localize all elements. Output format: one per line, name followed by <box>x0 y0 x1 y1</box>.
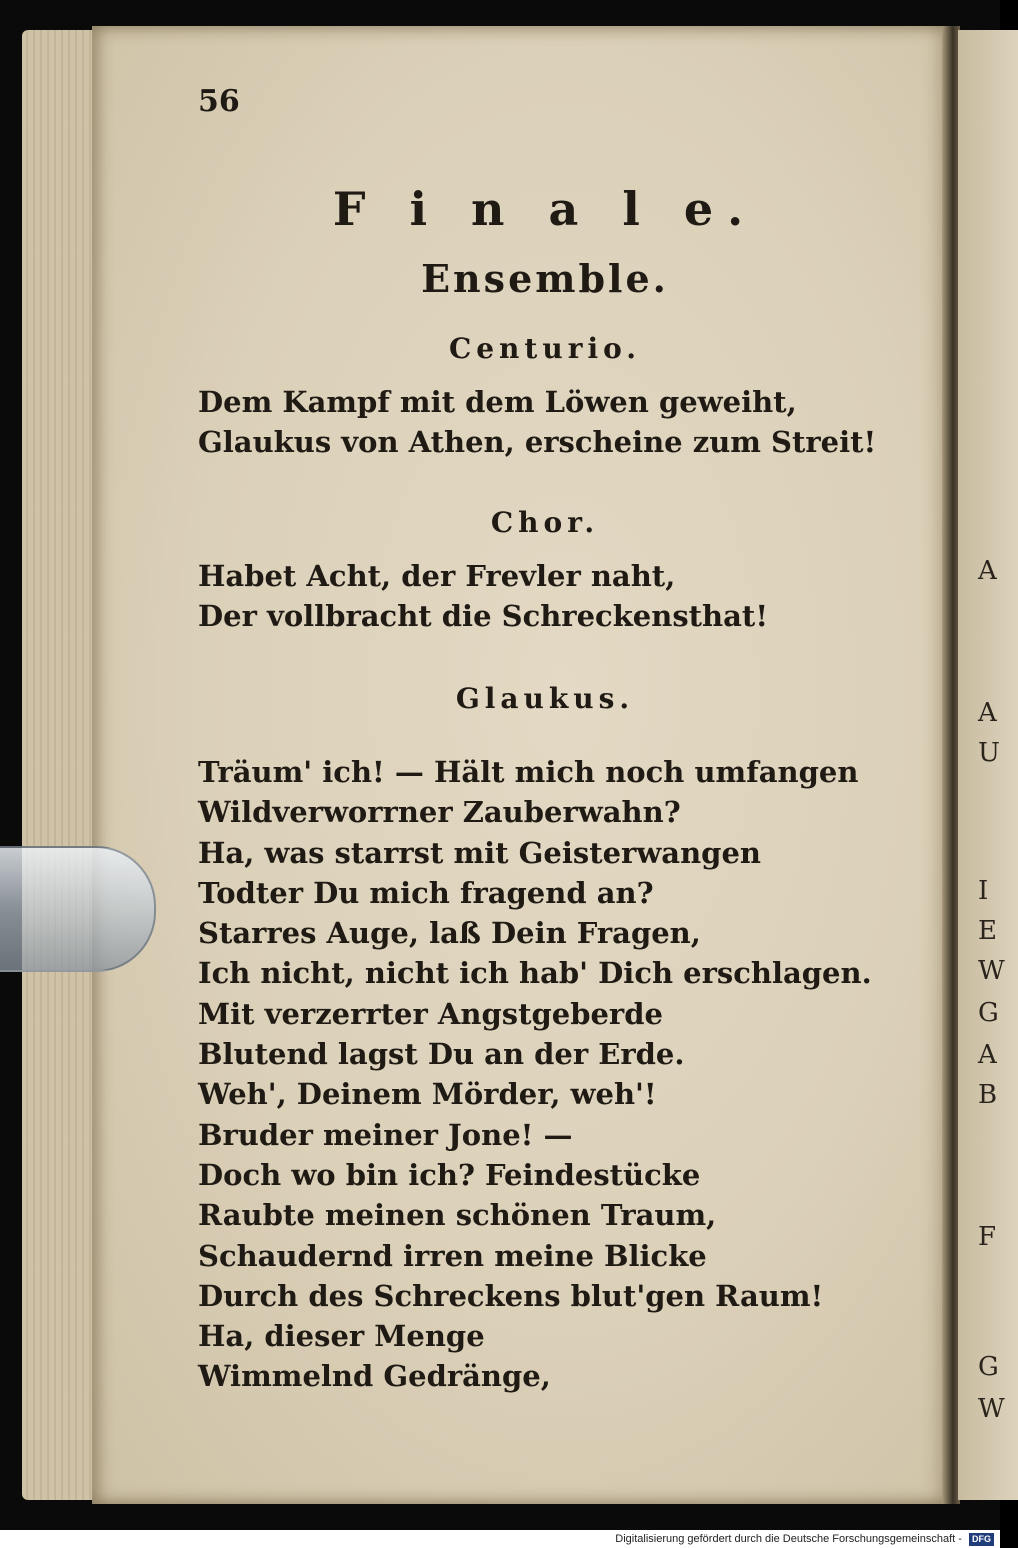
verse-line: Träum' ich! — Hält mich noch umfangen <box>198 755 859 789</box>
page-title: F i n a l e. <box>332 182 758 236</box>
verse-line: Weh', Deinem Mörder, weh'! <box>198 1077 657 1112</box>
facing-page-letter: B <box>978 1080 998 1110</box>
speaker-glaukus: Glaukus. <box>455 682 635 715</box>
verse-line: Wildverworrner Zauberwahn? <box>198 795 681 830</box>
facing-page-letter: G <box>978 1352 999 1382</box>
page-edges <box>22 30 102 1500</box>
verse-line: Der vollbracht die Schreckensthat! <box>198 599 769 634</box>
facing-page-letter: A <box>978 698 997 728</box>
verse-line: Wimmelnd Gedränge, <box>198 1359 551 1394</box>
verse-line: Durch des Schreckens blut'gen Raum! <box>198 1278 824 1313</box>
verse-line: Glaukus von Athen, erscheine zum Streit! <box>198 425 877 460</box>
footer-text: Digitalisierung gefördert durch die Deutsche Forschungsgemeinschaft - <box>615 1533 962 1545</box>
verse-line: Mit verzerrter Angstgeberde <box>198 996 663 1031</box>
page-clip <box>0 846 156 972</box>
dfg-logo: DFG <box>969 1533 994 1546</box>
verse-block-glaukus <box>198 752 918 1397</box>
verse-block-chor <box>198 556 918 637</box>
verse-line: Dem Kampf mit dem Löwen geweiht, <box>198 385 797 419</box>
facing-page-letter: A <box>978 1040 997 1070</box>
speaker-chor: Chor. <box>490 506 600 539</box>
facing-page-letter: F <box>978 1222 997 1252</box>
verse-line: Habet Acht, der Frevler naht, <box>198 559 676 593</box>
verse-line: Todter Du mich fragend an? <box>198 875 654 910</box>
speaker-centurio: Centurio. <box>448 332 642 365</box>
facing-page-letter: U <box>978 738 1000 768</box>
verse-block-centurio <box>198 382 918 463</box>
verse-line: Bruder meiner Jone! — <box>198 1117 573 1152</box>
verse-line: Schaudernd irren meine Blicke <box>198 1238 707 1273</box>
facing-page-letter: A <box>978 556 997 586</box>
facing-page-letter: E <box>978 916 997 946</box>
verse-line: Ha, dieser Menge <box>198 1319 485 1354</box>
verse-line: Starres Auge, laß Dein Fragen, <box>198 916 701 951</box>
verse-line: Raubte meinen schönen Traum, <box>198 1198 717 1233</box>
verse-line: Ich nicht, nicht ich hab' Dich erschlagen. <box>198 956 872 991</box>
verse-line: Ha, was starrst mit Geisterwangen <box>198 835 761 870</box>
facing-page-letter: G <box>978 998 999 1028</box>
facing-page-letter: W <box>978 1394 1005 1424</box>
verse-line: Blutend lagst Du an der Erde. <box>198 1037 685 1072</box>
page-subtitle: Ensemble. <box>421 256 669 301</box>
digitization-footer <box>0 1530 1000 1548</box>
page-number: 56 <box>198 84 240 119</box>
verse-line: Doch wo bin ich? Feindestücke <box>198 1157 701 1192</box>
facing-page-letter: W <box>978 956 1005 986</box>
facing-page-letter: I <box>978 876 989 906</box>
